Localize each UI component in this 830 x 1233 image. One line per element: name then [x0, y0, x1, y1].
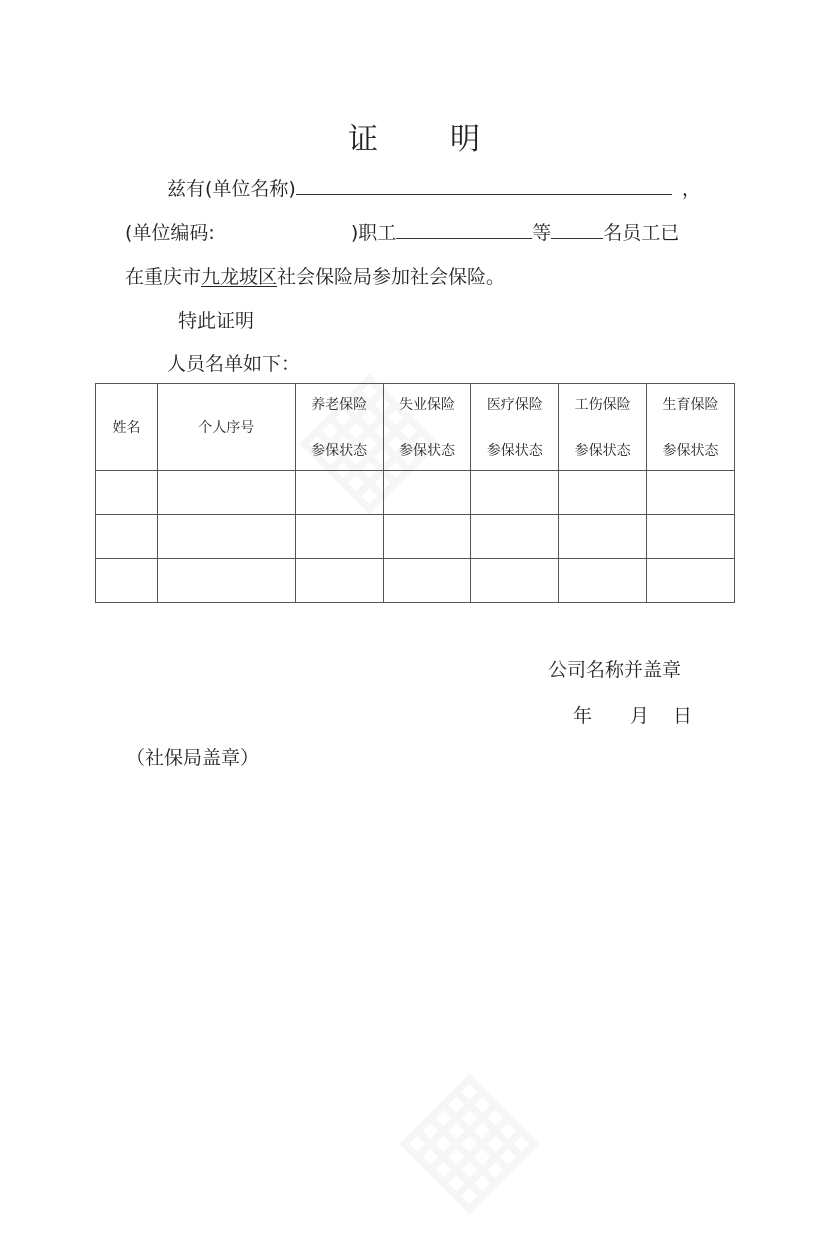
bureau-seal-label: （社保局盖章） — [126, 747, 260, 769]
table-cell[interactable] — [295, 471, 383, 515]
header-pension: 养老保险 参保状态 — [295, 384, 383, 471]
header-personal-id: 个人序号 — [157, 384, 295, 471]
district-name: 九龙坡区 — [201, 266, 278, 288]
table-cell[interactable] — [559, 471, 647, 515]
special-statement: 特此证明 — [178, 310, 255, 332]
table-cell[interactable] — [157, 559, 295, 603]
table-cell[interactable] — [295, 559, 383, 603]
body-line-1: 兹有(单位名称) ， — [167, 178, 701, 200]
employee-name-blank[interactable] — [396, 220, 532, 239]
table-row — [96, 471, 735, 515]
list-intro: 人员名单如下： — [167, 353, 301, 375]
table-header-row — [96, 384, 735, 471]
header-unemployment: 失业保险 参保状态 — [383, 384, 471, 471]
header-work-injury: 工伤保险 参保状态 — [559, 384, 647, 471]
table-cell[interactable] — [559, 559, 647, 603]
table-cell[interactable] — [157, 471, 295, 515]
table-cell[interactable] — [96, 471, 158, 515]
watermark — [364, 1039, 558, 1233]
personnel-table — [95, 383, 735, 603]
table-cell[interactable] — [647, 471, 735, 515]
date-line — [573, 703, 692, 729]
employee-count-blank[interactable] — [551, 220, 603, 239]
body-line-3: 在重庆市九龙坡区社会保险局参加社会保险。 — [125, 266, 506, 288]
date-day: 日 — [673, 705, 693, 727]
table-cell[interactable] — [383, 515, 471, 559]
table-cell[interactable] — [647, 515, 735, 559]
table-cell[interactable] — [96, 559, 158, 603]
table-cell[interactable] — [471, 559, 559, 603]
table-cell[interactable] — [471, 515, 559, 559]
table-cell[interactable] — [96, 515, 158, 559]
date-year: 年 — [573, 705, 593, 727]
table-row — [96, 515, 735, 559]
page-title: 证 明 — [348, 122, 482, 157]
table-cell[interactable] — [383, 559, 471, 603]
table-cell[interactable] — [157, 515, 295, 559]
date-month: 月 — [630, 705, 650, 727]
header-name: 姓名 — [96, 384, 158, 471]
company-seal-label: 公司名称并盖章 — [548, 659, 682, 681]
table-cell[interactable] — [295, 515, 383, 559]
header-maternity: 生育保险 参保状态 — [647, 384, 735, 471]
table-cell[interactable] — [647, 559, 735, 603]
unit-name-blank[interactable] — [296, 176, 672, 195]
table-cell[interactable] — [383, 471, 471, 515]
table-cell[interactable] — [559, 515, 647, 559]
header-medical: 医疗保险 参保状态 — [471, 384, 559, 471]
table-cell[interactable] — [471, 471, 559, 515]
body-line-2: (单位编码: )职工 等 名员工已 — [125, 222, 680, 244]
table-row — [96, 559, 735, 603]
